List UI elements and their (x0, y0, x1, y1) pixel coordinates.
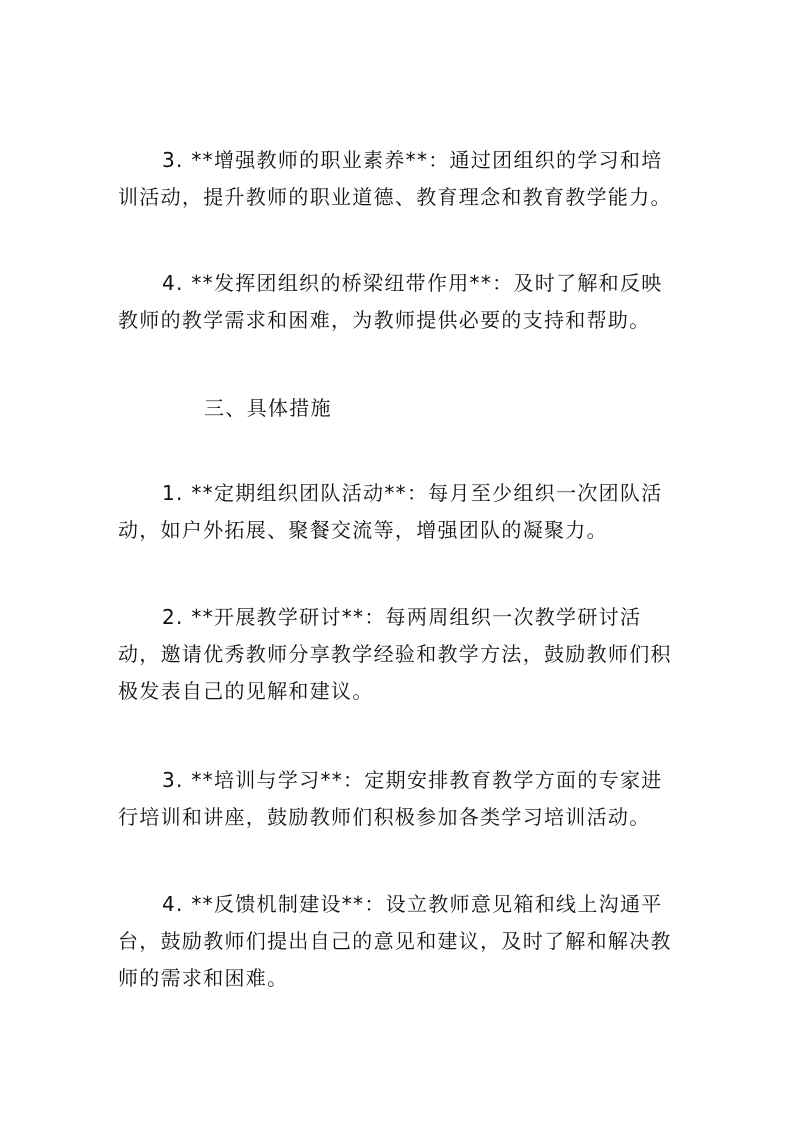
paragraph-text: 4. **发挥团组织的桥梁纽带作用**：及时了解和反映教师的教学需求和困难，为教师提供必要的支持和帮助。 (118, 271, 663, 332)
paragraph-text: 2. **开展教学研讨**：每两周组织一次教学研讨活动，邀请优秀教师分享教学经验和教学方法，鼓励教师们积极发表自己的见解和建议。 (118, 605, 672, 703)
paragraph-text: 3. **增强教师的职业素养**：通过团组织的学习和培训活动，提升教师的职业道德、教育理念和教育教学能力。 (118, 148, 672, 209)
section-heading: 三、具体措施 (204, 396, 332, 420)
paragraph-text: 3. **培训与学习**：定期安排教育教学方面的专家进行培训和讲座，鼓励教师们积极参加各类学习培训活动。 (118, 768, 663, 829)
paragraph-measure-4 (118, 886, 674, 997)
paragraph-goal-4 (118, 265, 674, 339)
paragraph-measure-1 (118, 475, 674, 549)
paragraph-measure-2 (118, 599, 674, 710)
paragraph-text: 1. **定期组织团队活动**：每月至少组织一次团队活动，如户外拓展、聚餐交流等，增强团队的凝聚力。 (118, 481, 663, 542)
paragraph-goal-3 (118, 142, 674, 216)
paragraph-measure-3 (118, 762, 674, 836)
paragraph-text: 4. **反馈机制建设**：设立教师意见箱和线上沟通平台，鼓励教师们提出自己的意见和建议，及时了解和解决教师的需求和困难。 (118, 892, 672, 990)
